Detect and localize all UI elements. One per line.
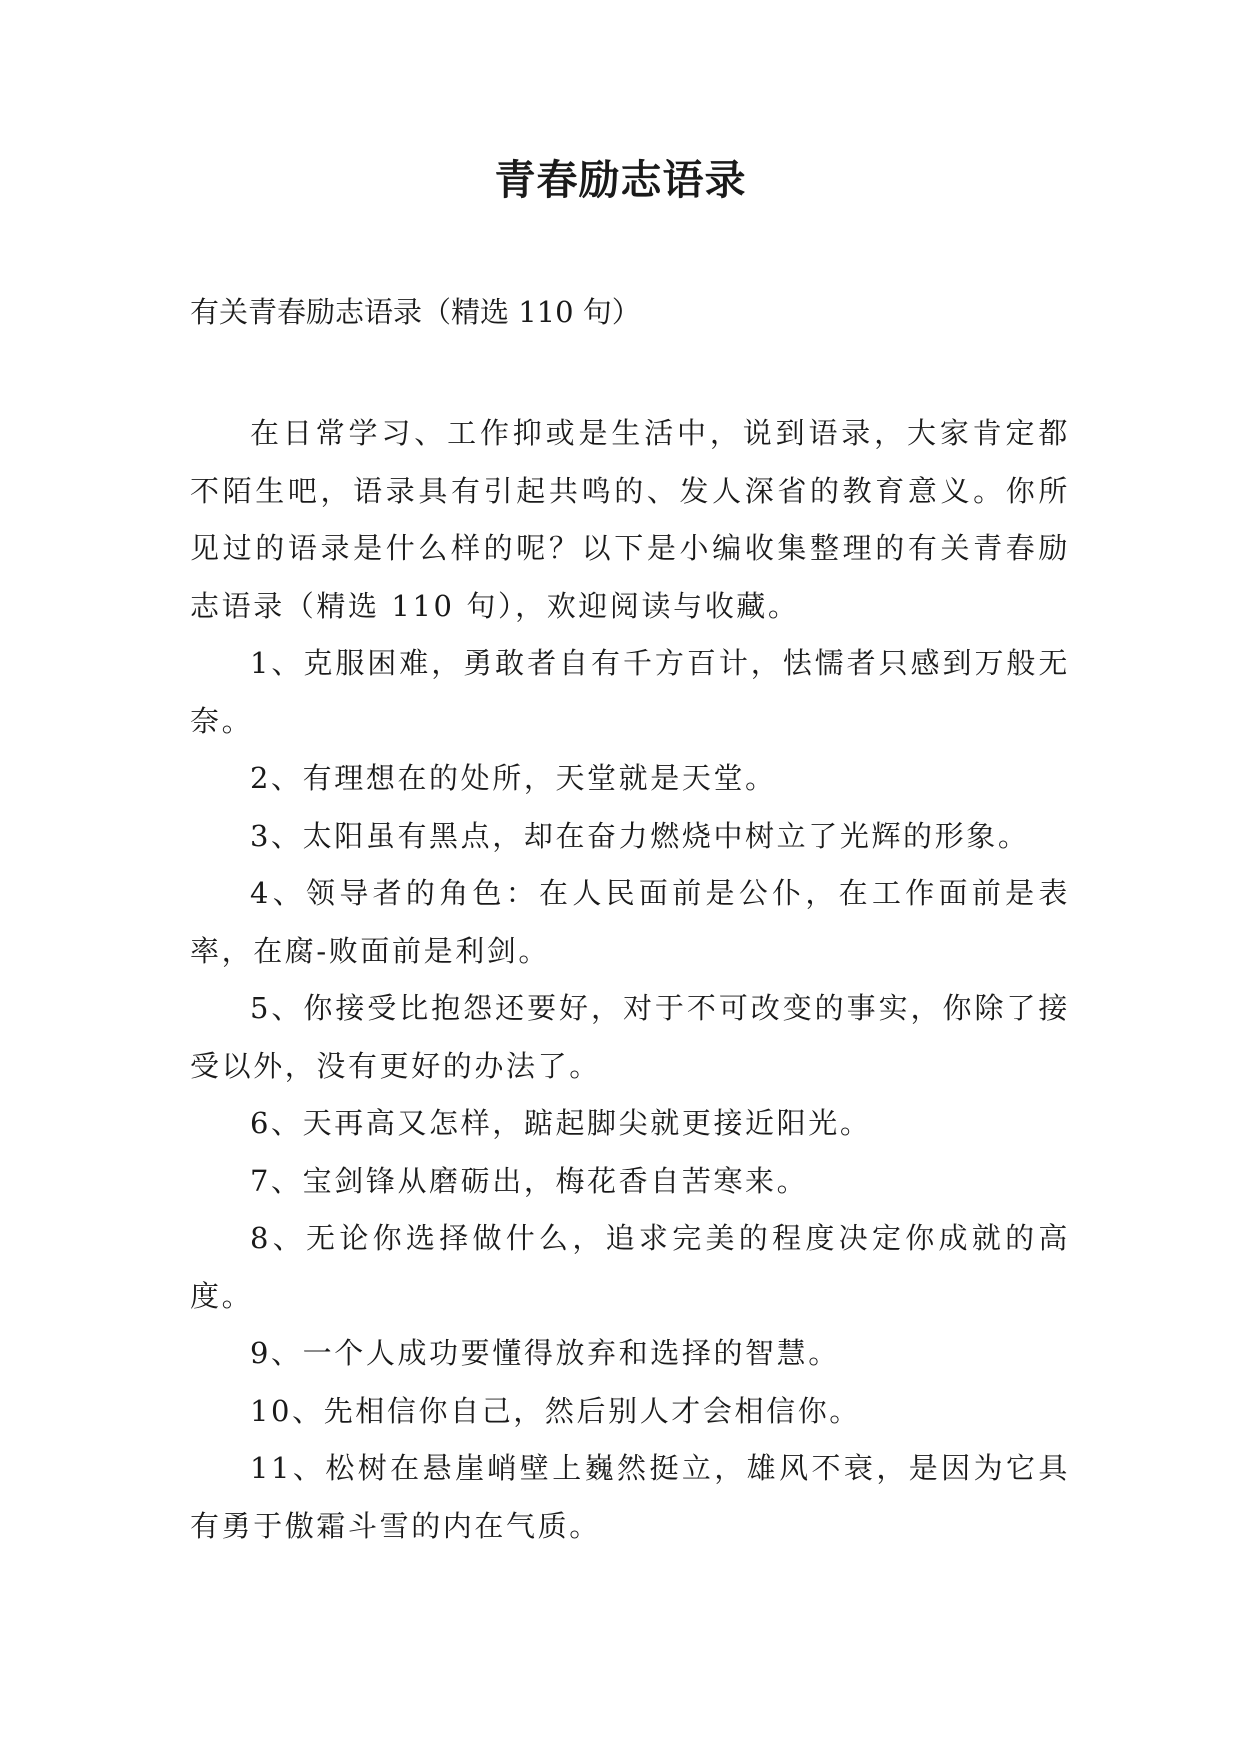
document-subtitle: 有关青春励志语录（精选 110 句）	[190, 295, 641, 329]
document-body	[190, 405, 1070, 1555]
quote-paragraph: 10、先相信你自己，然后别人才会相信你。	[250, 1393, 861, 1428]
quote-paragraph: 2、有理想在的处所，天堂就是天堂。	[250, 761, 777, 795]
quote-paragraph: 11、松树在悬崖峭壁上巍然挺立，雄风不衰，是因为它具有勇于傲霜斗雪的内在气质。	[190, 1451, 1070, 1543]
quote-paragraph: 4、领导者的角色：在人民面前是公仆，在工作面前是表率，在腐-败面前是利剑。	[190, 876, 1070, 968]
quote-paragraph: 3、太阳虽有黑点，却在奋力燃烧中树立了光辉的形象。	[250, 818, 1030, 853]
quote-paragraph: 7、宝剑锋从磨砺出，梅花香自苦寒来。	[250, 1163, 809, 1198]
quote-paragraph: 8、无论你选择做什么，追求完美的程度决定你成就的高度。	[190, 1221, 1070, 1313]
document-title: 青春励志语录	[494, 156, 747, 204]
intro-paragraph: 在日常学习、工作抑或是生活中，说到语录，大家肯定都不陌生吧，语录具有引起共鸣的、发人深省的教育意义。你所见过的语录是什么样的呢？以下是小编收集整理的有关青春励志语录（精选 110 句），欢迎阅读与收藏。	[190, 416, 1070, 623]
quote-paragraph: 9、一个人成功要懂得放弃和选择的智慧。	[250, 1336, 840, 1370]
quote-paragraph: 1、克服困难，勇敢者自有千方百计，怯懦者只感到万般无奈。	[190, 646, 1070, 738]
quote-paragraph: 5、你接受比抱怨还要好，对于不可改变的事实，你除了接受以外，没有更好的办法了。	[190, 991, 1070, 1083]
quote-paragraph: 6、天再高又怎样，踮起脚尖就更接近阳光。	[250, 1106, 872, 1140]
